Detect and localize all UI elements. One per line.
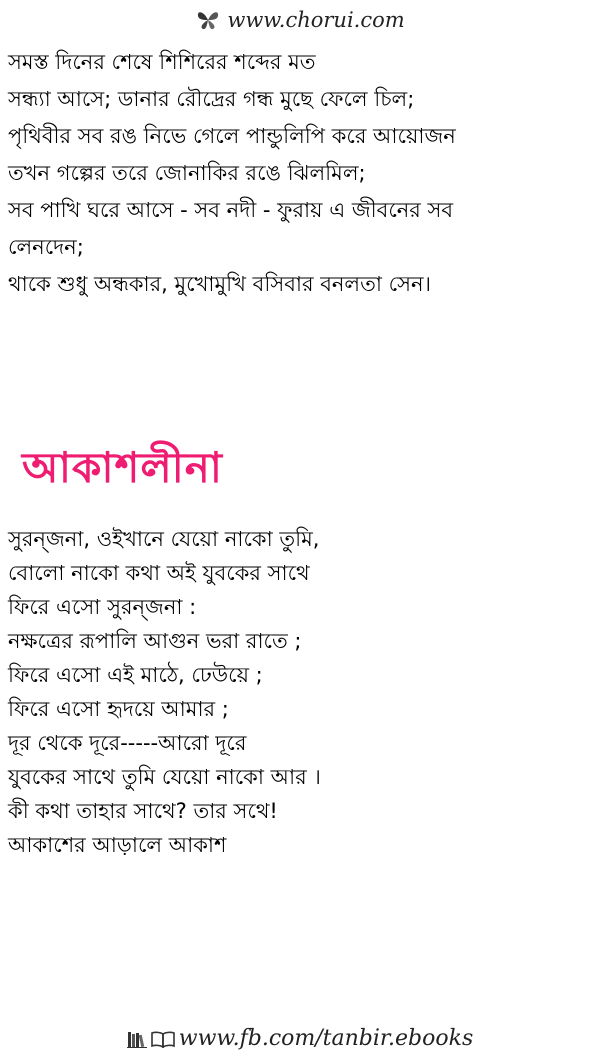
- poem-line: বোলো নাকো কথা অই যুবকের সাথে: [8, 561, 310, 585]
- poem-line: তখন গল্পের তরে জোনাকির রঙে ঝিলমিল;: [8, 161, 366, 185]
- poem-line: সমস্ত দিনের শেষে শিশিরের শব্দের মত: [8, 50, 316, 74]
- poem-line: কী কথা তাহার সাথে? তার সথে!: [8, 799, 278, 823]
- site-url[interactable]: www.chorui.com: [227, 8, 405, 32]
- poem-line: দূর থেকে দূরে-----আরো দূরে: [8, 731, 247, 755]
- poem-line: সব পাখি ঘরে আসে - সব নদী - ফুরায় এ জীবনের সব: [8, 198, 454, 222]
- butterfly-icon: [195, 9, 221, 31]
- poem-line: লেনদেন;: [8, 235, 84, 259]
- poem-line: নক্ষত্রের রূপালি আগুন ভরা রাতে ;: [8, 629, 302, 653]
- footer-url[interactable]: www.fb.com/tanbir.ebooks: [178, 1026, 474, 1051]
- poem-stanza-two: [8, 522, 592, 862]
- poem-line: থাকে শুধু অন্ধকার, মুখোমুখি বসিবার বনলতা সেন।: [8, 272, 432, 296]
- poem-line: ফিরে এসো এই মাঠে, ঢেউয়ে ;: [8, 663, 263, 687]
- poem-line: আকাশের আড়ালে আকাশ: [8, 833, 227, 857]
- poem-line: পৃথিবীর সব রঙ নিভে গেলে পান্ডুলিপি করে আয়োজন: [8, 124, 456, 148]
- site-footer: [0, 1024, 600, 1057]
- poem-line: সন্ধ্যা আসে; ডানার রৌদ্রের গন্ধ মুছে ফেলে চিল;: [8, 87, 415, 111]
- site-header: [0, 6, 600, 34]
- open-book-icon: [151, 1027, 175, 1057]
- poem-stanza-one: [8, 44, 592, 303]
- poem-line: সুরন্জনা, ওইখানে যেয়ো নাকো তুমি,: [8, 527, 320, 551]
- poem-line: ফিরে এসো হৃদয়ে আমার ;: [8, 697, 229, 721]
- books-icon: [127, 1027, 147, 1057]
- poem-line: ফিরে এসো সুরন্জনা :: [8, 595, 197, 619]
- poem-line: যুবকের সাথে তুমি যেয়ো নাকো আর ।: [8, 765, 321, 789]
- poem-title: আকাশলীনা: [22, 443, 223, 492]
